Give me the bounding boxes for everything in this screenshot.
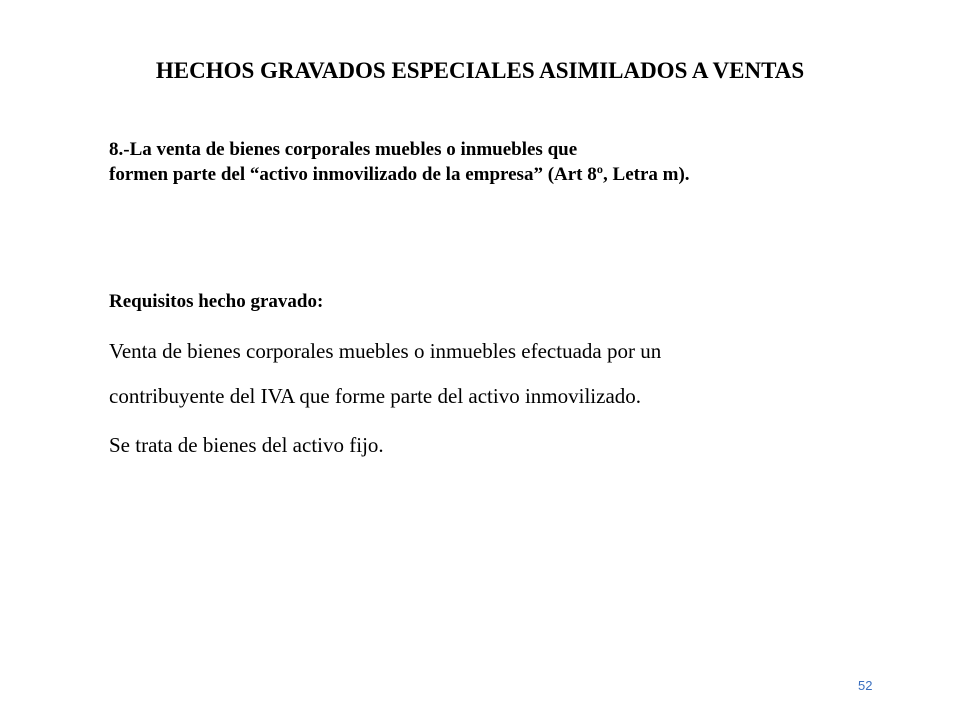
- point-8-text: [109, 137, 909, 187]
- requirements-heading: Requisitos hecho gravado:: [109, 291, 324, 312]
- point-8-line-1: 8.-La venta de bienes corporales muebles o inmuebles que: [109, 139, 578, 160]
- requirements-body: [109, 329, 869, 419]
- slide-title: HECHOS GRAVADOS ESPECIALES ASIMILADOS A VENTAS: [155, 58, 805, 83]
- requirements-line-2: contribuyente del IVA que forme parte del activo inmovilizado.: [109, 384, 642, 408]
- requirements-line-1: Venta de bienes corporales muebles o inmuebles efectuada por un: [109, 339, 662, 363]
- point-8-line-2: formen parte del “activo inmovilizado de la empresa” (Art 8º, Letra m).: [109, 164, 690, 185]
- fixed-assets-note: Se trata de bienes del activo fijo.: [109, 433, 384, 457]
- page-number: 52: [858, 678, 873, 693]
